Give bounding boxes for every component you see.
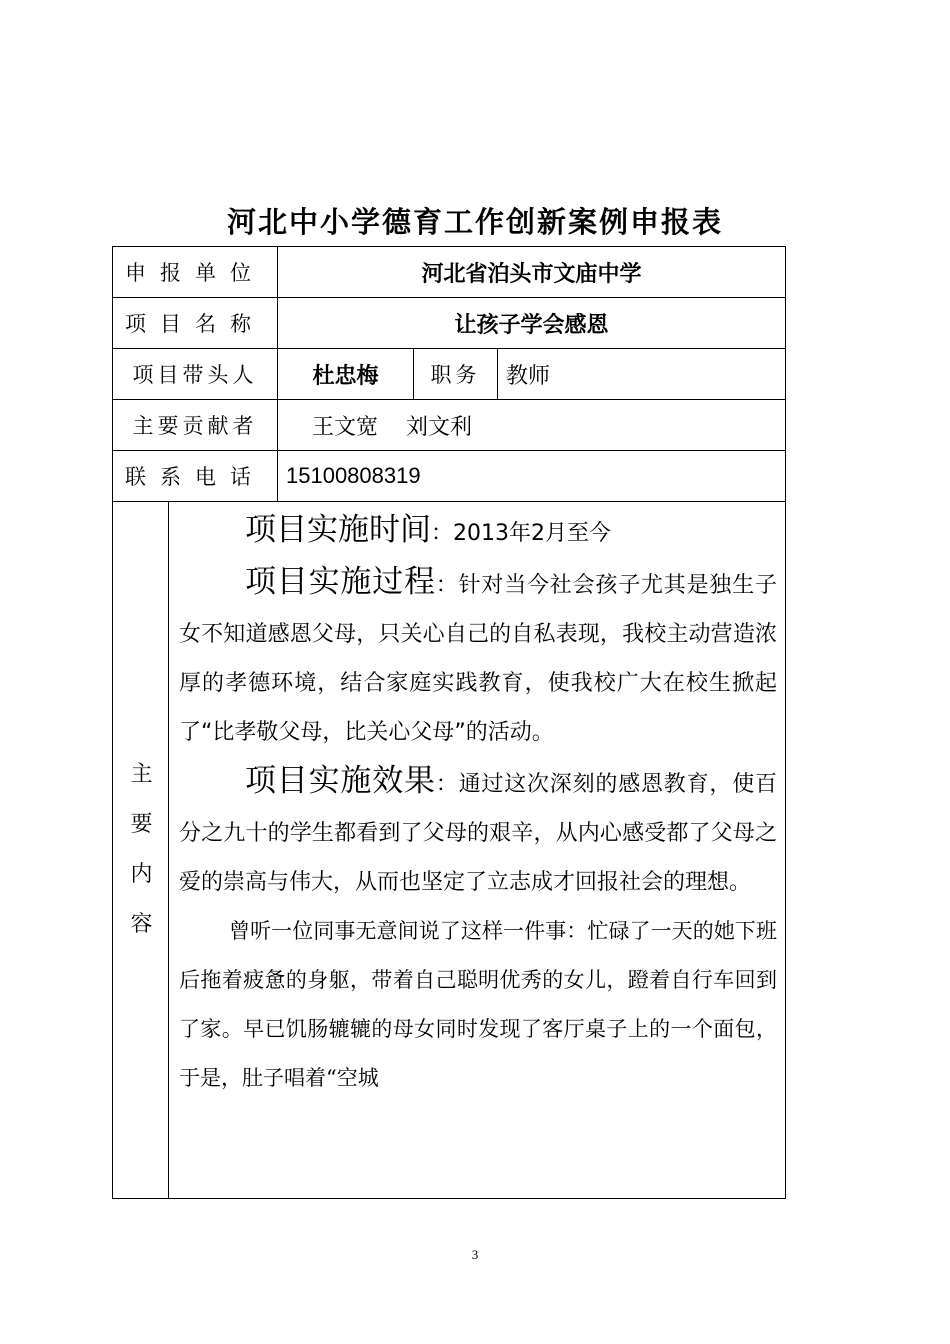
- row-phone: [113, 451, 786, 502]
- project-name-value: 让孩子学会感恩: [278, 298, 786, 349]
- time-heading: 项目实施时间: [245, 512, 431, 548]
- process-paragraph: [179, 558, 777, 757]
- time-text: ：2013年2月至今: [431, 521, 611, 546]
- unit-label: 申报单位: [113, 247, 278, 298]
- row-contributors: [113, 400, 786, 451]
- effect-text: ：通过这次深刻的感恩教育，使百分之九十的学生都看到了父母的艰辛，从内心感受都了父母之爱的崇高与伟大，从而也坚定了立志成才回报社会的理想。: [179, 772, 777, 895]
- main-content-body: [169, 502, 786, 1199]
- contributors-label: 主要贡献者: [113, 400, 278, 451]
- row-unit: [113, 247, 786, 298]
- row-main-content: [113, 502, 786, 1199]
- time-paragraph: [179, 506, 777, 558]
- phone-label: 联系电话: [113, 451, 278, 502]
- form-title: 河北中小学德育工作创新案例申报表: [226, 205, 723, 239]
- contributors-value: 王文宽 刘文利: [278, 400, 786, 451]
- phone-value: 15100808319: [278, 451, 786, 502]
- unit-value: 河北省泊头市文庙中学: [278, 247, 786, 298]
- row-project-name: [113, 298, 786, 349]
- row-leader: [113, 349, 786, 400]
- effect-paragraph: [179, 757, 777, 907]
- position-label: 职务: [414, 349, 498, 400]
- story-paragraph: 曾听一位同事无意间说了这样一件事：忙碌了一天的她下班后拖着疲惫的身躯，带着自己聪明优秀的女儿，蹬着自行车回到了家。早已饥肠辘辘的母女同时发现了客厅桌子上的一个面包，于是，肚子唱着“空城: [179, 919, 777, 1090]
- main-content-label-cell: [113, 502, 169, 1199]
- main-content-label: 主要内容: [130, 762, 153, 937]
- position-value: 教师: [498, 349, 786, 400]
- project-name-label: 项目名称: [113, 298, 278, 349]
- process-heading: 项目实施过程: [245, 564, 436, 600]
- effect-heading: 项目实施效果: [245, 763, 436, 799]
- page-number: 3: [471, 1247, 479, 1262]
- leader-label: 项目带头人: [113, 349, 278, 400]
- application-form-table: [112, 246, 786, 1199]
- process-text: ：针对当今社会孩子尤其是独生子女不知道感恩父母，只关心自己的自私表现，我校主动营造浓厚的孝德环境，结合家庭实践教育，使我校广大在校生掀起了“比孝敬父母，比关心父母”的活动。: [179, 573, 777, 745]
- leader-value: 杜忠梅: [278, 349, 414, 400]
